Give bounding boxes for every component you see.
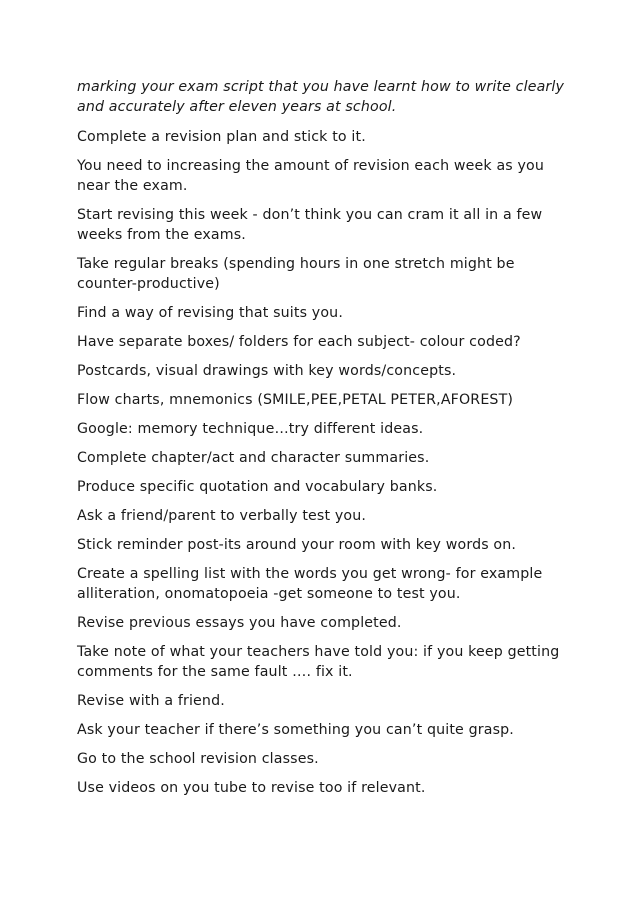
tip-item: You need to increasing the amount of revision each week as you near the exam. [77,158,545,194]
tip-item: Go to the school revision classes. [77,751,319,767]
tip-item: Ask your teacher if there’s something you can’t quite grasp. [77,722,514,738]
tip-item: Flow charts, mnemonics (SMILE,PEE,PETAL PETER,AFOREST) [77,392,514,408]
document-page [77,77,567,807]
tip-item: Stick reminder post-its around your room with key words on. [77,537,517,553]
tip-item: Start revising this week - don’t think you can cram it all in a few weeks from the exams. [77,207,543,243]
tip-item: Revise with a friend. [77,693,225,709]
tip-item: Postcards, visual drawings with key words/concepts. [77,363,457,379]
tip-item: Have separate boxes/ folders for each subject- colour coded? [77,334,521,350]
tip-item: Take regular breaks (spending hours in one stretch might be counter-productive) [77,256,515,292]
tip-item: Complete a revision plan and stick to it. [77,129,366,145]
tip-item: Revise previous essays you have completed. [77,615,402,631]
tip-item: Use videos on you tube to revise too if relevant. [77,780,426,796]
tip-item: Complete chapter/act and character summaries. [77,450,430,466]
intro-text: marking your exam script that you have learnt how to write clearly and accurately after eleven years at school. [77,79,565,115]
tip-item: Produce specific quotation and vocabulary banks. [77,479,438,495]
tip-item: Create a spelling list with the words you get wrong- for example alliteration, onomatopoeia -get someone to test you. [77,566,543,602]
tips-list [77,127,567,798]
tip-item: Ask a friend/parent to verbally test you. [77,508,366,524]
tip-item: Take note of what your teachers have told you: if you keep getting comments for the same fault …. fix it. [77,644,560,680]
tip-item: Google: memory technique…try different ideas. [77,421,424,437]
tip-item: Find a way of revising that suits you. [77,305,343,321]
